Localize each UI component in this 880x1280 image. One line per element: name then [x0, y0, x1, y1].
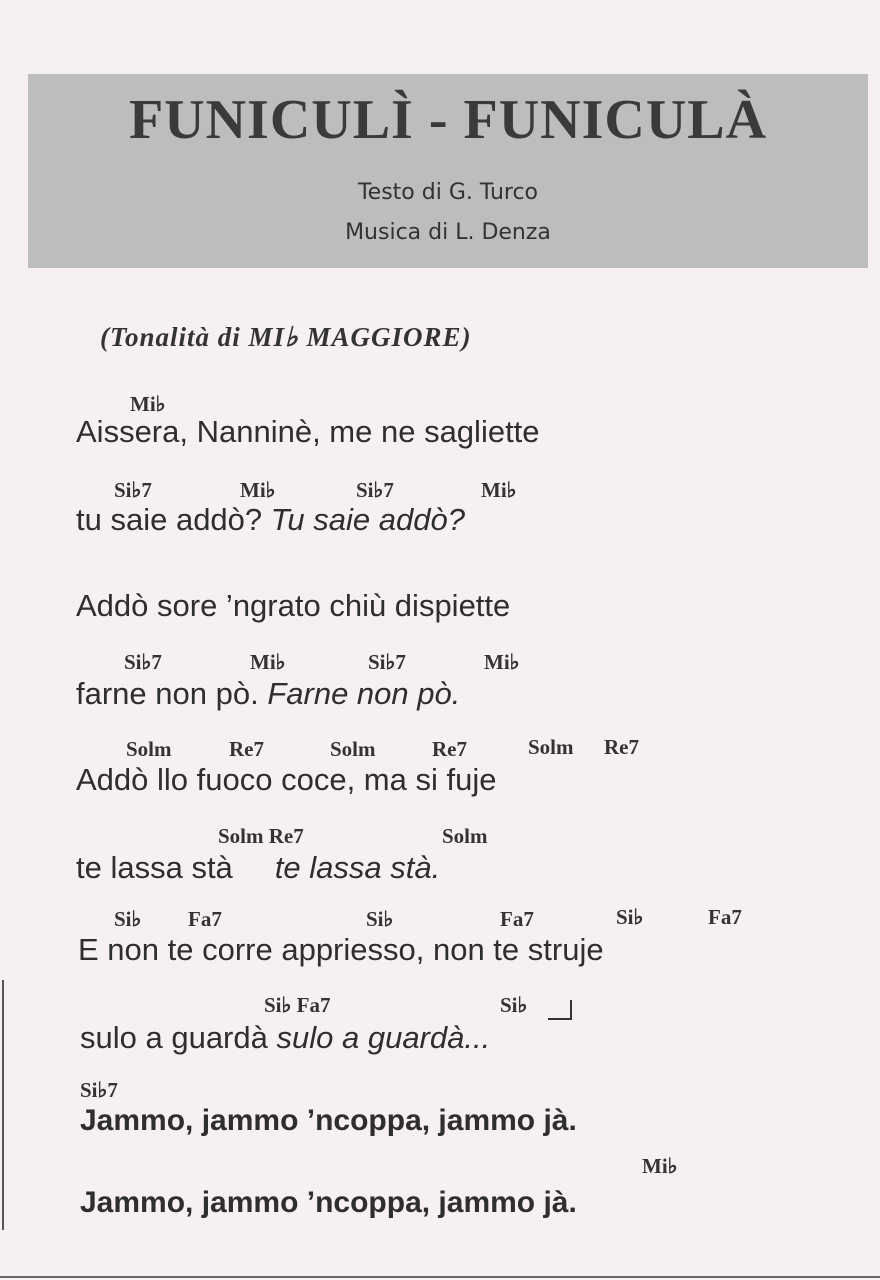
lyric-line — [76, 502, 465, 538]
chord: Mi♭ — [484, 650, 520, 674]
lyric-line — [80, 1020, 490, 1056]
chord: Fa7 — [500, 907, 534, 931]
chord: Re7 — [604, 735, 639, 759]
lyric-text: Aissera, Nanninè, me ne sagliette — [76, 414, 540, 449]
chorus-line — [80, 1104, 577, 1138]
chord: Si♭ — [114, 907, 142, 931]
lyric-text: Jammo, jammo ’ncoppa, jammo jà. — [80, 1104, 577, 1137]
key-signature: (Tonalità di MI♭ MAGGIORE) — [100, 322, 472, 352]
chord: Si♭ — [616, 905, 644, 929]
lyric-line — [76, 588, 510, 624]
page-edge-line — [2, 980, 4, 1230]
chord: Solm — [330, 737, 376, 761]
lyric-echo: Tu saie addò? — [270, 502, 465, 537]
chord: Mi♭ — [240, 478, 276, 502]
lyric-line — [76, 414, 540, 450]
lyric-text: sulo a guardà — [80, 1020, 268, 1055]
title-banner — [28, 74, 868, 268]
chord: Fa7 — [188, 907, 222, 931]
chord-hold-mark — [548, 1000, 572, 1020]
chord: Solm — [528, 735, 574, 759]
chord: Solm Re7 — [218, 824, 304, 848]
chord: Si♭ — [366, 907, 394, 931]
lyric-line — [78, 932, 604, 968]
lyric-text: farne non pò. — [76, 676, 259, 711]
chord: Solm — [126, 737, 172, 761]
lyric-line — [76, 850, 440, 886]
lyric-text: Addò llo fuoco coce, ma si fuje — [76, 762, 497, 797]
chord: Re7 — [229, 737, 264, 761]
lyric-text: Jammo, jammo ’ncoppa, jammo jà. — [80, 1186, 577, 1219]
page-bottom-line — [0, 1276, 880, 1278]
chord: Re7 — [432, 737, 467, 761]
chord: Si♭7 — [368, 650, 406, 674]
chord: Si♭ Fa7 — [264, 993, 331, 1017]
chord: Mi♭ — [130, 392, 166, 416]
lyric-echo: Farne non pò. — [267, 676, 461, 711]
lyric-echo: te lassa stà. — [274, 850, 441, 885]
chord: Mi♭ — [250, 650, 286, 674]
chord: Si♭ — [500, 993, 528, 1017]
lyric-text: tu saie addò? — [76, 502, 263, 537]
lyric-text: E non te corre appriesso, non te struje — [78, 932, 604, 967]
chord: Si♭7 — [114, 478, 152, 502]
song-title: FUNICULÌ - FUNICULÀ — [128, 89, 768, 151]
chord: Solm — [442, 824, 488, 848]
chord: Si♭7 — [80, 1078, 118, 1102]
chord: Si♭7 — [124, 650, 162, 674]
chord: Mi♭ — [481, 478, 517, 502]
lyric-line — [76, 762, 496, 798]
chord: Fa7 — [708, 905, 742, 929]
lyrics-credit: Testo di G. Turco — [357, 180, 539, 205]
lyric-text: Addò sore ’ngrato chiù dispiette — [76, 588, 511, 623]
music-credit: Musica di L. Denza — [345, 220, 551, 245]
chord: Si♭7 — [356, 478, 394, 502]
chorus-line — [80, 1186, 577, 1220]
lyric-text: te lassa stà — [76, 850, 233, 885]
chord: Mi♭ — [642, 1154, 678, 1178]
lyric-line — [76, 676, 460, 712]
lyric-echo: sulo a guardà... — [276, 1020, 491, 1055]
